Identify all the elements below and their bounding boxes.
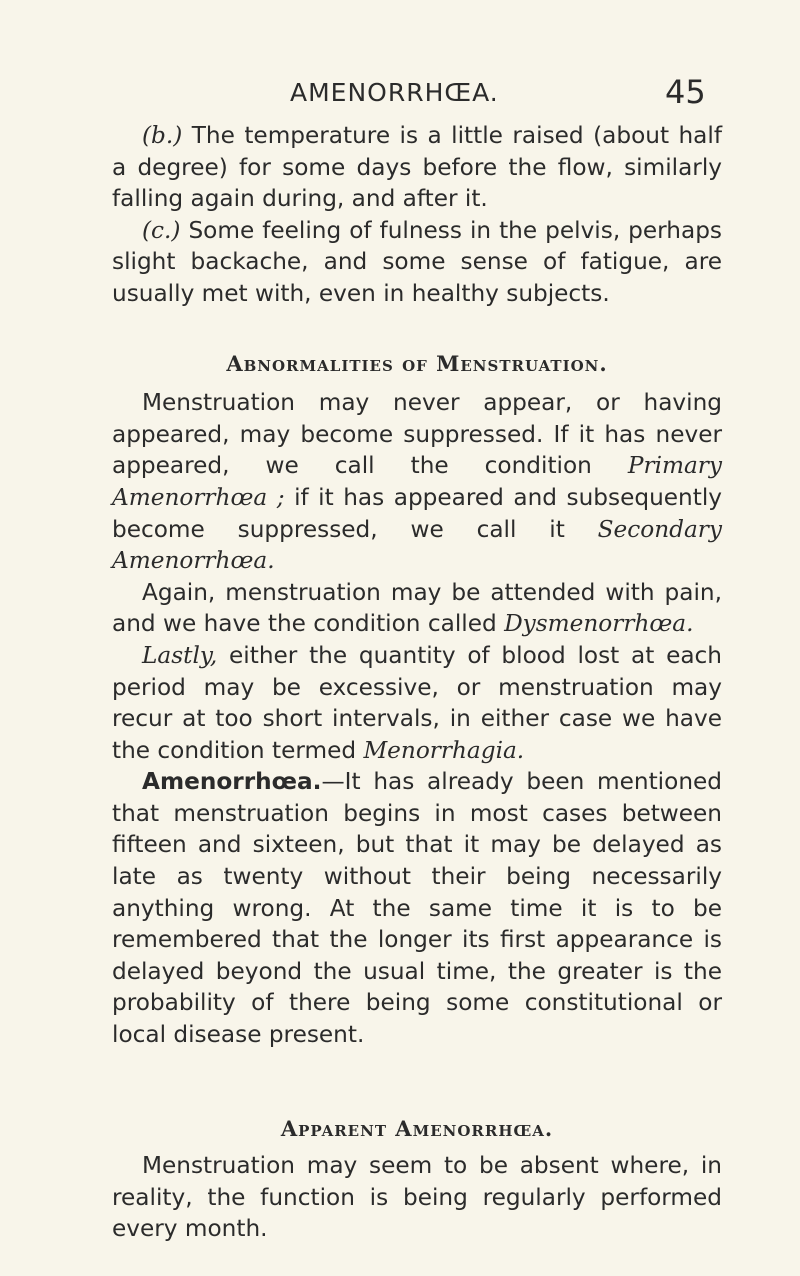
- term-dysmenorrhoea: Dysmenorrhœa.: [504, 610, 694, 638]
- term-menorrhagia: Menorrhagia.: [363, 736, 525, 764]
- paragraph-text: —It has already been mentioned that menstruation begins in most cases between fifteen and sixteen, but that it may be delayed as late as twenty without their being necessarily anything wrong. At the same time it is to be remembered that the longer its first appearance is delayed beyond the usual time, the greater is the probability of there being some constitutional or local disease present.: [112, 768, 722, 1049]
- run-in-heading-amenorrhoea: Amenorrhœa.: [142, 768, 322, 796]
- section-heading-apparent-amenorrhoea: Apparent Amenorrhœa.: [280, 1115, 554, 1141]
- paragraph-b: [112, 120, 722, 215]
- paragraph-b-text: The temperature is a little raised (about half a degree) for some days before the flow, similarly falling again during, and after it.: [112, 122, 722, 213]
- term-primary-amenorrhoea: Primary Amenorrhœa ;: [112, 452, 722, 511]
- paragraph-b-label: (b.): [142, 122, 183, 149]
- paragraph-apparent-amenorrhoea: Menstruation may seem to be absent where, in reality, the function is being regularly performed every month.: [112, 1152, 722, 1243]
- section-heading-abnormalities: Abnormalities of Menstruation.: [226, 350, 608, 376]
- paragraph-c-label: (c.): [142, 216, 181, 244]
- page-number: 45: [665, 73, 706, 111]
- paragraph-amenorrhoea-types: [112, 387, 722, 577]
- paragraph-c-text: Some feeling of fulness in the pelvis, perhaps slight backache, and some sense of fatigue, are usually met with, even in healthy subjects.: [112, 216, 722, 307]
- body-text: [112, 120, 722, 1245]
- paragraph-amenorrhoea: [112, 766, 722, 1050]
- paragraph-text: either the quantity of blood lost at each period may be excessive, or menstruation may recur at too short intervals, in either case we have the condition termed: [112, 641, 722, 764]
- lead-lastly: Lastly,: [142, 641, 218, 669]
- term-secondary-amenorrhoea: Secondary Amenorrhœa.: [112, 515, 722, 575]
- paragraph-menorrhagia: [112, 640, 722, 766]
- running-head: [0, 70, 800, 110]
- paragraph-text: Again, menstruation may be attended with pain, and we have the condition called: [112, 578, 722, 638]
- paragraph-text: if it has appeared and subsequently become suppressed, we call it: [112, 483, 722, 543]
- running-title: AMENORRHŒA.: [290, 78, 499, 107]
- paragraph-dysmenorrhoea: [112, 577, 722, 640]
- paragraph-c: [112, 215, 722, 310]
- paragraph-text: Menstruation may never appear, or having appeared, may become suppressed. If it has never appeared, we call the condition: [112, 389, 722, 480]
